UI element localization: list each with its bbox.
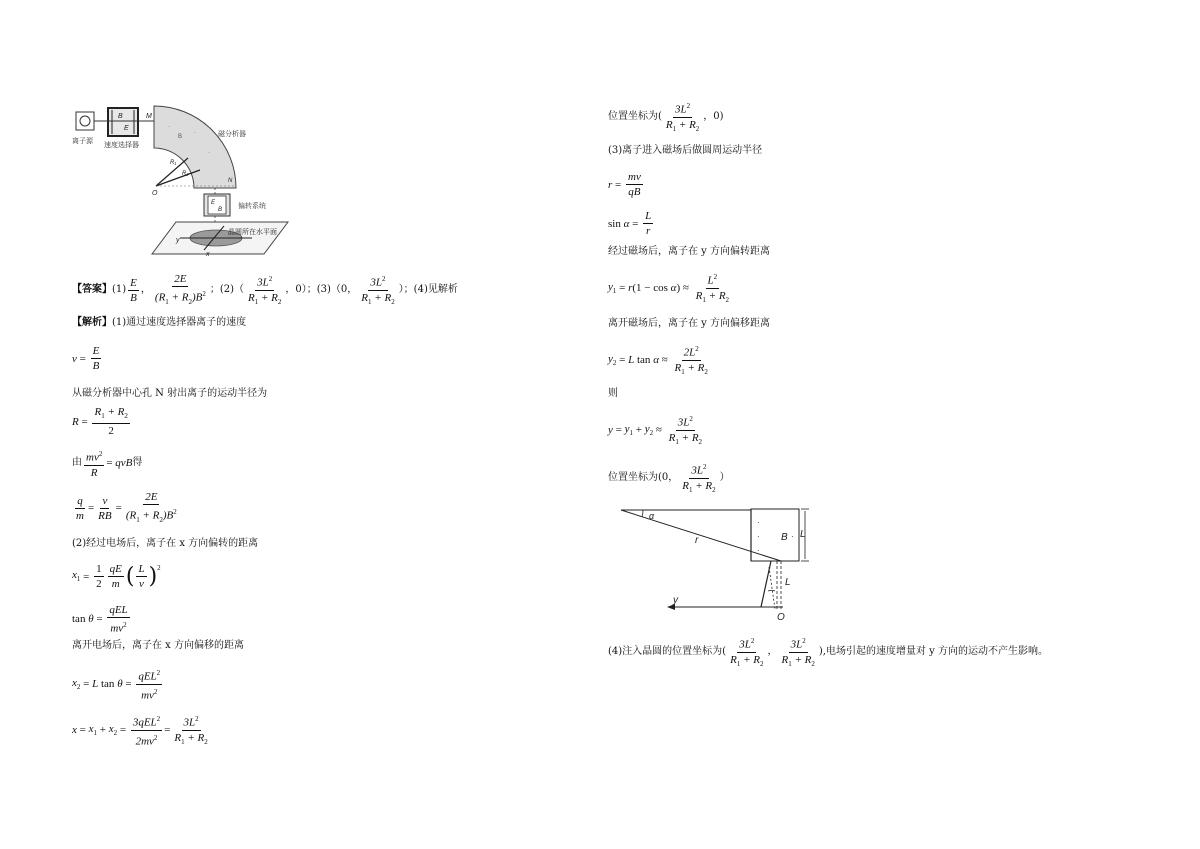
analysis-heading: 【解析】	[72, 317, 112, 328]
part4-separator: ，	[767, 646, 778, 658]
analysis-line-2: 从磁分析器中心孔 N 射出离子的运动半径为	[72, 388, 268, 399]
position-coord-1: 位置坐标为( $\frac{3L^2}{R_1 + R_2}$ ，0)	[608, 99, 724, 136]
part4-conclusion: (4)注入晶圆的位置坐标为( $\frac{3L^2}{R_1 + R_2}$ ， $\frac{3L^2}{R_1 + R_2}$ ),电场引起的速度增量对 y 方向的运动不产生影响。	[608, 634, 1048, 671]
part4-prefix: (4)注入晶圆的位置坐标为(	[608, 646, 727, 658]
eq-force-prefix: 由	[72, 457, 82, 469]
label-M: M	[146, 113, 152, 120]
svg-text:·: ·	[757, 546, 760, 555]
eq-v: v = $\frac{E}{B}$	[72, 345, 100, 372]
apparatus-diagram	[68, 98, 298, 258]
deflection-system-label: 偏转系统	[238, 203, 266, 210]
analysis-line-4: (2)经过电场后，离子在 x 方向偏转的距离	[72, 538, 259, 549]
svg-text:·: ·	[168, 124, 170, 130]
label-R1: R₁	[170, 160, 177, 166]
ion-source-label: 离子源	[72, 138, 93, 145]
answer-part3-label: ，0）；(3)（0，	[285, 284, 358, 296]
eq-R: R = $\frac{R_1 + R_2}{2}$	[72, 406, 128, 438]
position-coord-2-prefix: 位置坐标为(0，	[608, 472, 679, 484]
fig2-label-y: y	[673, 595, 678, 606]
label-B: B	[118, 113, 123, 120]
magnetic-analyzer-label: 磁分析器	[218, 131, 246, 138]
position-coord-1-prefix: 位置坐标为(	[608, 111, 662, 123]
svg-text:·: ·	[208, 150, 210, 156]
analysis-line-r2: (3)离子进入磁场后做圆周运动半径	[608, 145, 763, 156]
label-x: x	[206, 251, 210, 258]
eq-force-suffix: 得	[132, 457, 143, 469]
analysis-line-r4: 离开磁场后，离子在 y 方向偏移距离	[608, 318, 771, 329]
part4-suffix: ),电场引起的速度增量对 y 方向的运动不产生影响。	[818, 646, 1048, 658]
label-E: E	[124, 125, 129, 132]
analysis-text-1: (1)通过速度选择器离子的速度	[112, 317, 247, 328]
position-coord-2: 位置坐标为(0， $\frac{3L^2}{R_1 + R_2}$ ）	[608, 460, 730, 497]
eq-x1: $x_1$ = $\frac{1}{2}$ $\frac{qE}{m}$ ( $\frac{L}{v}$ ) $^2$	[72, 563, 161, 590]
eq-y2: $y_2$ = L tan α ≈ $\frac{2L^2}{R_1 + R_2}$	[608, 342, 712, 379]
position-coord-1-suffix: ，0)	[703, 111, 724, 123]
eq-x2: $x_2$ = L tan θ = $\frac{qEL^2}{mv^2}$	[72, 666, 164, 702]
answer-part4-label: ）；(4)见解析	[398, 284, 458, 296]
svg-text:·: ·	[757, 532, 760, 541]
position-coord-2-suffix: ）	[719, 472, 730, 484]
eq-q-over-m: $\frac{q}{m}$ = $\frac{v}{RB}$ = $\frac{2E}{(R_1 + R_2)B^2}$	[76, 491, 177, 524]
analysis-line-r3: 经过磁场后，离子在 y 方向偏转距离	[608, 246, 771, 257]
eq-r: r = $\frac{mv}{qB}$	[608, 171, 641, 198]
answer-heading: 【答案】	[72, 284, 112, 296]
label-O-prime: O	[152, 190, 158, 197]
svg-text:·: ·	[194, 130, 196, 136]
svg-text:·: ·	[757, 518, 760, 527]
analysis-line-5: 离开电场后，离子在 x 方向偏移的距离	[72, 640, 244, 651]
fig2-label-alpha: α	[649, 511, 655, 521]
answer-line: 【答案】 (1) $\frac{E}{B}$ ， $\frac{2E}{(R_1 + R_2)B^2}$ ；(2)（ $\frac{3L^2}{R_1 + R_2}$ ，0）；(3)（0， $\frac{3L^2}{R_1 + R_2}$ ）；(4)见解析	[72, 273, 458, 306]
eq-y1: $y_1$ = r (1 − cos α ) ≈ $\frac{L^2}{R_1 + R_2}$	[608, 270, 733, 307]
magnetic-deflection-diagram	[615, 505, 815, 623]
eq-x-total: x = $x_1$ + $x_2$ = $\frac{3qEL^2}{2mv^2}$ = $\frac{3L^2}{R_1 + R_2}$	[72, 712, 212, 749]
wafer-plane-label: 晶圆所在水平面	[228, 229, 277, 236]
label-R2: R₂	[182, 171, 189, 177]
label-N: N	[228, 178, 233, 184]
svg-text:E: E	[211, 200, 216, 206]
eq-force: 由 $\frac{mv^2}{R}$ = qvB 得	[72, 447, 142, 480]
fig2-label-L-bottom: L	[785, 577, 791, 588]
fig2-label-O: O	[777, 612, 785, 623]
label-y: y	[176, 237, 180, 244]
svg-text:·: ·	[791, 532, 794, 541]
fig2-label-r: r	[695, 535, 699, 546]
answer-part2-label: ；(2)（	[209, 284, 245, 296]
eq-sin-alpha: sin α = $\frac{L}{r}$	[608, 210, 652, 237]
eq-y-total: y = $y_1$ + $y_2$ ≈ $\frac{3L^2}{R_1 + R_2}$	[608, 412, 706, 449]
svg-text:B: B	[178, 134, 183, 140]
fig2-label-L-top: L	[800, 529, 806, 540]
eq-tan-theta: tan θ = $\frac{\text{qEL}}{mv^2}$	[72, 604, 128, 635]
velocity-selector-label: 速度选择器	[104, 142, 139, 149]
answer-part1-label: (1)	[112, 284, 127, 296]
analysis-line-r5: 则	[608, 388, 618, 399]
svg-text:B: B	[218, 207, 223, 213]
fig2-label-B: B	[781, 532, 788, 543]
answer-separator: ，	[140, 284, 151, 296]
analysis-line-1	[72, 317, 246, 329]
